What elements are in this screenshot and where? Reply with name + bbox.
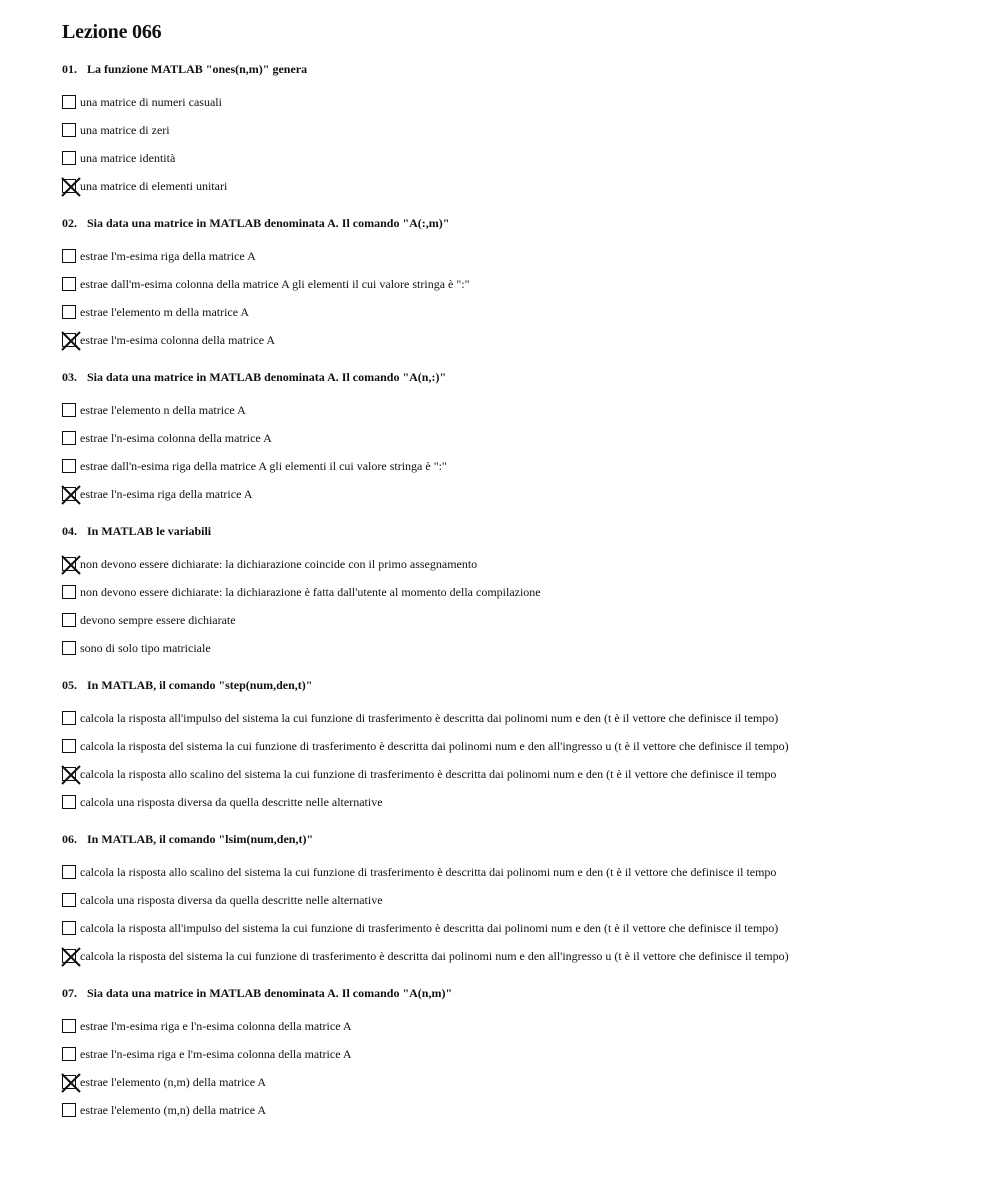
- checkbox[interactable]: [62, 123, 76, 137]
- question-number: 02.: [62, 216, 77, 230]
- checkbox[interactable]: [62, 249, 76, 263]
- answer-option[interactable]: [62, 1096, 962, 1124]
- question-number: 06.: [62, 832, 77, 846]
- question: [62, 832, 962, 970]
- checkbox[interactable]: [62, 739, 76, 753]
- question-text: Sia data una matrice in MATLAB denominata A. Il comando "A(:,m)": [87, 216, 450, 230]
- option-text: calcola la risposta all'impulso del sistema la cui funzione di trasferimento è descritta dai polinomi num e den (t è il vettore che definisce il tempo): [80, 711, 779, 725]
- question-list: [62, 62, 962, 1124]
- option-list: [62, 396, 962, 508]
- check-x-icon: [61, 947, 81, 967]
- answer-option[interactable]: [62, 1068, 962, 1096]
- option-text: estrae l'm-esima riga e l'n-esima colonna della matrice A: [80, 1019, 352, 1033]
- option-text: estrae l'n-esima riga e l'm-esima colonna della matrice A: [80, 1047, 352, 1061]
- answer-option[interactable]: [62, 1012, 962, 1040]
- answer-option[interactable]: [62, 88, 962, 116]
- question-text: In MATLAB, il comando "lsim(num,den,t)": [87, 832, 314, 846]
- option-text: calcola la risposta del sistema la cui funzione di trasferimento è descritta dai polinomi num e den all'ingresso u (t è il vettore che definisce il tempo): [80, 949, 789, 963]
- option-list: [62, 704, 962, 816]
- question-heading: [62, 62, 962, 76]
- answer-option[interactable]: [62, 1040, 962, 1068]
- question-number: 05.: [62, 678, 77, 692]
- question: [62, 62, 962, 200]
- checkbox[interactable]: [62, 179, 76, 193]
- check-x-icon: [61, 555, 81, 575]
- option-list: [62, 550, 962, 662]
- option-text: devono sempre essere dichiarate: [80, 613, 236, 627]
- option-text: estrae l'elemento m della matrice A: [80, 305, 250, 319]
- option-text: estrae dall'n-esima riga della matrice A gli elementi il cui valore stringa è ":": [80, 459, 447, 473]
- question-text: Sia data una matrice in MATLAB denominata A. Il comando "A(n,:)": [87, 370, 447, 384]
- answer-option[interactable]: [62, 424, 962, 452]
- question-text: La funzione MATLAB "ones(n,m)" genera: [87, 62, 308, 76]
- question-text: Sia data una matrice in MATLAB denominata A. Il comando "A(n,m)": [87, 986, 453, 1000]
- option-text: estrae l'm-esima colonna della matrice A: [80, 333, 276, 347]
- answer-option[interactable]: [62, 704, 962, 732]
- question-number: 07.: [62, 986, 77, 1000]
- checkbox[interactable]: [62, 641, 76, 655]
- checkbox[interactable]: [62, 613, 76, 627]
- question-number: 04.: [62, 524, 77, 538]
- question-heading: [62, 370, 962, 384]
- answer-option[interactable]: [62, 942, 962, 970]
- answer-option[interactable]: [62, 760, 962, 788]
- option-text: una matrice di numeri casuali: [80, 95, 222, 109]
- option-text: non devono essere dichiarate: la dichiarazione coincide con il primo assegnamento: [80, 557, 478, 571]
- answer-option[interactable]: [62, 914, 962, 942]
- option-text: estrae l'elemento (n,m) della matrice A: [80, 1075, 267, 1089]
- answer-option[interactable]: [62, 732, 962, 760]
- option-text: sono di solo tipo matriciale: [80, 641, 211, 655]
- checkbox[interactable]: [62, 767, 76, 781]
- answer-option[interactable]: [62, 144, 962, 172]
- question-heading: [62, 832, 962, 846]
- option-text: calcola una risposta diversa da quella descritte nelle alternative: [80, 795, 383, 809]
- checkbox[interactable]: [62, 1103, 76, 1117]
- check-x-icon: [61, 331, 81, 351]
- question: [62, 986, 962, 1124]
- answer-option[interactable]: [62, 858, 962, 886]
- answer-option[interactable]: [62, 172, 962, 200]
- answer-option[interactable]: [62, 242, 962, 270]
- check-x-icon: [61, 177, 81, 197]
- checkbox[interactable]: [62, 305, 76, 319]
- option-text: una matrice di elementi unitari: [80, 179, 228, 193]
- option-text: estrae dall'm-esima colonna della matrice A gli elementi il cui valore stringa è ":": [80, 277, 470, 291]
- question: [62, 678, 962, 816]
- checkbox[interactable]: [62, 151, 76, 165]
- answer-option[interactable]: [62, 452, 962, 480]
- answer-option[interactable]: [62, 634, 962, 662]
- option-text: una matrice di zeri: [80, 123, 170, 137]
- answer-option[interactable]: [62, 396, 962, 424]
- option-text: estrae l'm-esima riga della matrice A: [80, 249, 256, 263]
- checkbox[interactable]: [62, 277, 76, 291]
- checkbox[interactable]: [62, 865, 76, 879]
- check-x-icon: [61, 1073, 81, 1093]
- answer-option[interactable]: [62, 550, 962, 578]
- answer-option[interactable]: [62, 578, 962, 606]
- question-heading: [62, 678, 962, 692]
- answer-option[interactable]: [62, 886, 962, 914]
- answer-option[interactable]: [62, 270, 962, 298]
- question-number: 03.: [62, 370, 77, 384]
- option-text: calcola la risposta allo scalino del sistema la cui funzione di trasferimento è descritta dai polinomi num e den (t è il vettore che definisce il tempo: [80, 865, 777, 879]
- checkbox[interactable]: [62, 711, 76, 725]
- checkbox[interactable]: [62, 95, 76, 109]
- option-list: [62, 1012, 962, 1124]
- question-text: In MATLAB, il comando "step(num,den,t)": [87, 678, 313, 692]
- checkbox[interactable]: [62, 403, 76, 417]
- question: [62, 370, 962, 508]
- question-heading: [62, 986, 962, 1000]
- check-x-icon: [61, 765, 81, 785]
- document-page: [62, 20, 962, 1124]
- checkbox[interactable]: [62, 487, 76, 501]
- option-text: calcola la risposta allo scalino del sistema la cui funzione di trasferimento è descritta dai polinomi num e den (t è il vettore che definisce il tempo: [80, 767, 777, 781]
- checkbox[interactable]: [62, 795, 76, 809]
- checkbox[interactable]: [62, 1047, 76, 1061]
- answer-option[interactable]: [62, 116, 962, 144]
- check-x-icon: [61, 485, 81, 505]
- option-text: estrae l'elemento n della matrice A: [80, 403, 246, 417]
- checkbox[interactable]: [62, 1075, 76, 1089]
- answer-option[interactable]: [62, 480, 962, 508]
- option-text: estrae l'n-esima colonna della matrice A: [80, 431, 272, 445]
- checkbox[interactable]: [62, 893, 76, 907]
- question-number: 01.: [62, 62, 77, 76]
- answer-option[interactable]: [62, 606, 962, 634]
- answer-option[interactable]: [62, 298, 962, 326]
- option-text: calcola una risposta diversa da quella descritte nelle alternative: [80, 893, 383, 907]
- option-text: una matrice identità: [80, 151, 176, 165]
- checkbox[interactable]: [62, 431, 76, 445]
- option-text: non devono essere dichiarate: la dichiarazione è fatta dall'utente al momento della compilazione: [80, 585, 541, 599]
- checkbox[interactable]: [62, 949, 76, 963]
- option-list: [62, 858, 962, 970]
- checkbox[interactable]: [62, 459, 76, 473]
- answer-option[interactable]: [62, 788, 962, 816]
- option-list: [62, 88, 962, 200]
- checkbox[interactable]: [62, 333, 76, 347]
- question-text: In MATLAB le variabili: [87, 524, 212, 538]
- checkbox[interactable]: [62, 585, 76, 599]
- page-title: Lezione 066: [62, 21, 162, 43]
- question: [62, 216, 962, 354]
- option-text: calcola la risposta all'impulso del sistema la cui funzione di trasferimento è descritta dai polinomi num e den (t è il vettore che definisce il tempo): [80, 921, 779, 935]
- option-text: calcola la risposta del sistema la cui funzione di trasferimento è descritta dai polinomi num e den all'ingresso u (t è il vettore che definisce il tempo): [80, 739, 789, 753]
- checkbox[interactable]: [62, 557, 76, 571]
- question: [62, 524, 962, 662]
- question-heading: [62, 524, 962, 538]
- answer-option[interactable]: [62, 326, 962, 354]
- question-heading: [62, 216, 962, 230]
- checkbox[interactable]: [62, 921, 76, 935]
- option-text: estrae l'elemento (m,n) della matrice A: [80, 1103, 267, 1117]
- checkbox[interactable]: [62, 1019, 76, 1033]
- option-text: estrae l'n-esima riga della matrice A: [80, 487, 253, 501]
- option-list: [62, 242, 962, 354]
